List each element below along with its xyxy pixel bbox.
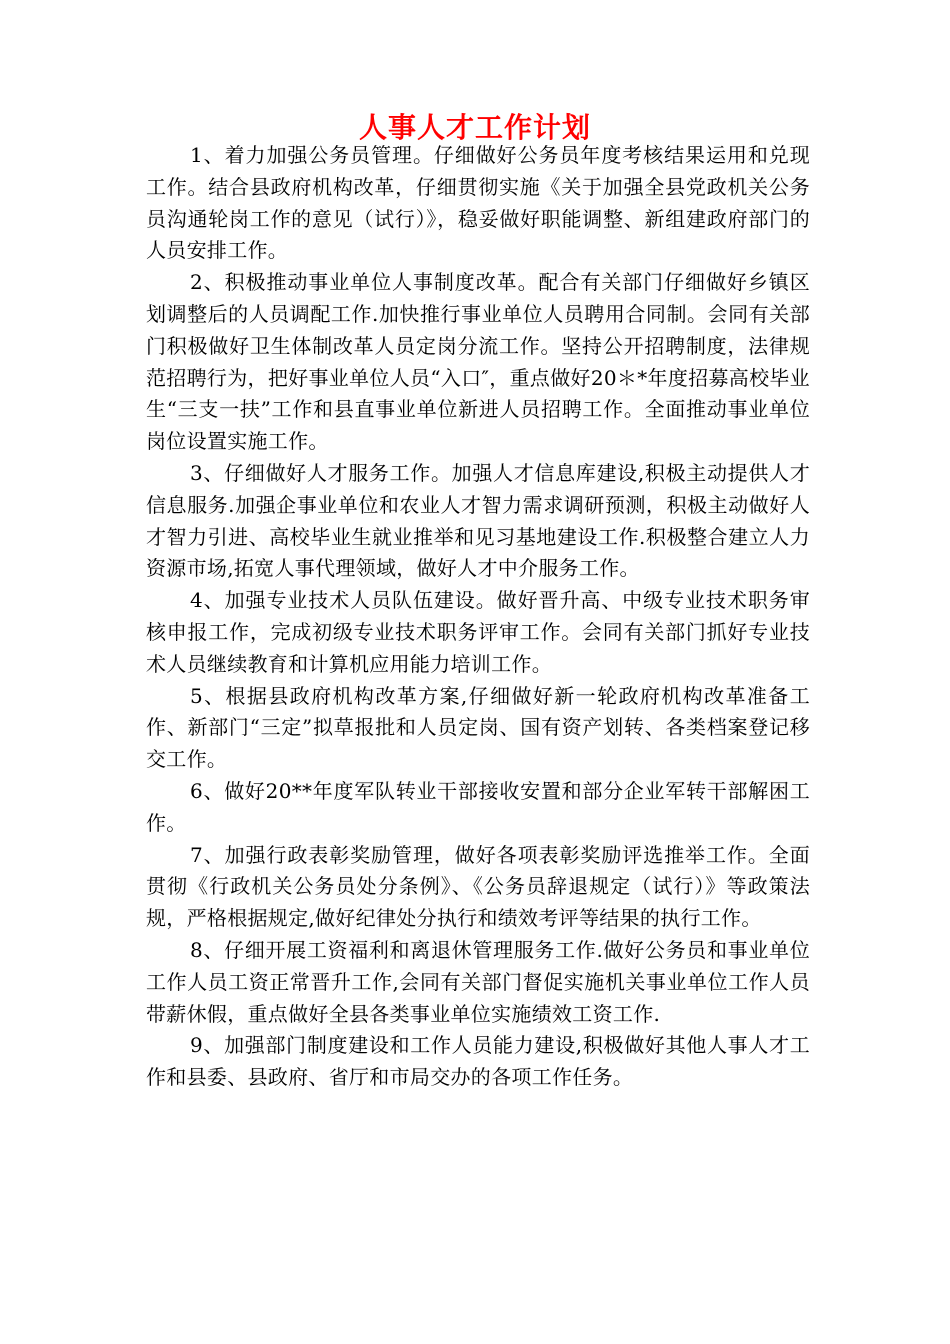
paragraph-4: 4、加强专业技术人员队伍建设。做好晋升高、中级专业技术职务审核申报工作，完成初级专业技术职务评审工作。会同有关部门抓好专业技术人员继续教育和计算机应用能力培训工作。 [146,588,810,676]
paragraph-9: 9、加强部门制度建设和工作人员能力建设,积极做好其他人事人才工作和县委、县政府、省厅和市局交办的各项工作任务。 [146,1033,810,1090]
paragraph-7: 7、加强行政表彰奖励管理，做好各项表彰奖励评选推举工作。全面贯彻《行政机关公务员处分条例》、《公务员辞退规定（试行）》等政策法规，严格根据规定,做好纪律处分执行和绩效考评等结果的执行工作。 [146,842,810,931]
paragraph-5: 5、根据县政府机构改革方案,仔细做好新一轮政府机构改革准备工作、新部门“三定”拟草报批和人员定岗、国有资产划转、各类档案登记移交工作。 [146,683,810,772]
paragraph-1: 1、着力加强公务员管理。仔细做好公务员年度考核结果运用和兑现工作。结合县政府机构改革，仔细贯彻实施《关于加强全县党政机关公务员沟通轮岗工作的意见（试行）》，稳妥做好职能调整、新组建政府部门的人员安排工作。 [146,143,810,263]
paragraph-6: 6、做好20**年度军队转业干部接收安置和部分企业军转干部解困工作。 [146,778,810,835]
document-title: 人事人才工作计划 [358,111,591,144]
paragraph-3: 3、仔细做好人才服务工作。加强人才信息库建设,积极主动提供人才信息服务.加强企事业单位和农业人才智力需求调研预测，积极主动做好人才智力引进、高校毕业生就业推举和见习基地建设工作.积极整合建立人力资源市场,拓宽人事代理领域，做好人才中介服务工作。 [146,460,810,581]
paragraph-8: 8、仔细开展工资福利和离退休管理服务工作.做好公务员和事业单位工作人员工资正常晋升工作,会同有关部门督促实施机关事业单位工作人员带薪休假，重点做好全县各类事业单位实施绩效工资工作. [146,937,810,1026]
paragraph-2: 2、积极推动事业单位人事制度改革。配合有关部门仔细做好乡镇区划调整后的人员调配工作.加快推行事业单位人员聘用合同制。会同有关部门积极做好卫生体制改革人员定岗分流工作。坚持公开招聘制度，法律规范招聘行为，把好事业单位人员“入口″，重点做好20＊*年度招募高校毕业生“三支一扶”工作和县直事业单位新进人员招聘工作。全面推动事业单位岗位设置实施工作。 [146,270,810,454]
document-body [146,140,810,1094]
